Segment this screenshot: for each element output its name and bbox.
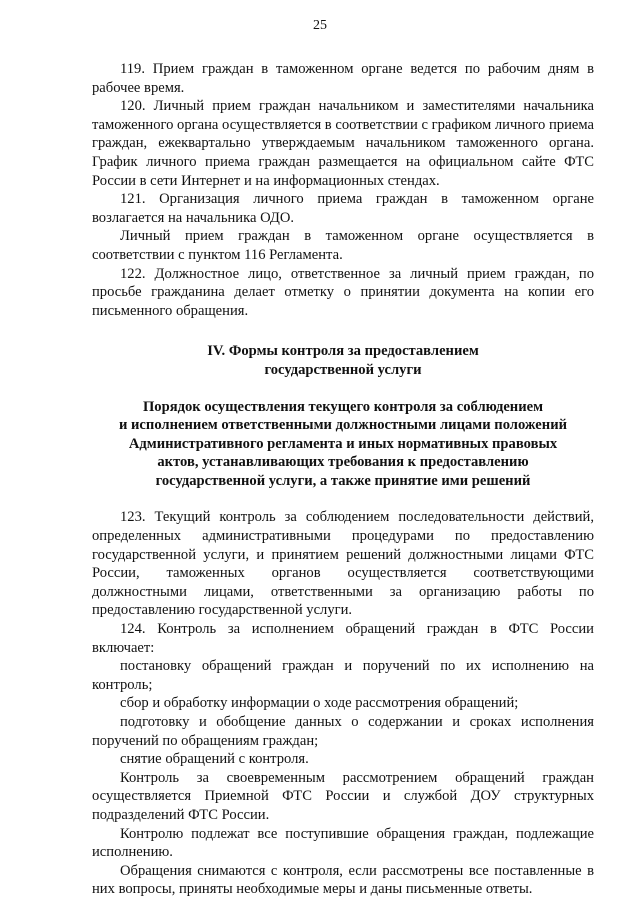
list-item: снятие обращений с контроля. — [120, 751, 309, 768]
subsection-heading — [92, 398, 594, 491]
subsection-heading-line: Административного регламента и иных нормативных правовых — [128, 435, 558, 452]
section-heading-line: IV. Формы контроля за предоставлением — [207, 343, 479, 360]
page-content — [92, 60, 594, 899]
paragraph-124: 124. Контроль за исполнением обращений граждан в ФТС России включает: — [92, 621, 594, 656]
subsection-heading-line: государственной услуги, а также принятие ими решений — [155, 472, 531, 489]
section-heading-line: государственной услуги — [264, 361, 422, 378]
paragraph-removal: Обращения снимаются с контроля, если рассмотрены все поставленные в них вопросы, приняты необходимые меры и даны письменные ответы. — [92, 862, 594, 898]
section-heading — [92, 342, 594, 379]
subsection-heading-line: и исполнением ответственными должностными лицами положений — [118, 417, 568, 434]
subsection-heading-line: Порядок осуществления текущего контроля за соблюдением — [142, 398, 544, 415]
paragraph-control: Контроль за своевременным рассмотрением обращений граждан осуществляется Приемной ФТС России и службой ДОУ структурных подразделений ФТС России. — [92, 769, 594, 823]
paragraph-119: 119. Прием граждан в таможенном органе ведется по рабочим дням в рабочее время. — [92, 61, 594, 96]
paragraph-122: 122. Должностное лицо, ответственное за личный прием граждан, по просьбе гражданина делает отметку о принятии документа на копии его письменного обращения. — [92, 265, 594, 319]
list-item: подготовку и обобщение данных о содержании и сроках исполнения поручений по обращениям граждан; — [92, 714, 594, 749]
list-item: постановку обращений граждан и поручений по их исполнению на контроль; — [92, 658, 594, 693]
paragraph-123: 123. Текущий контроль за соблюдением последовательности действий, определенных административными процедурами по предоставлению государственной услуги, и принятием решений должностными лицами ФТС России, таможенных органов осуществляется соответствующими должностными лицами, ответственными за организацию работы по предоставлению государственной услуги. — [92, 509, 594, 619]
page-number: 25 — [313, 18, 327, 33]
list-item: сбор и обработку информации о ходе рассмотрения обращений; — [120, 695, 519, 712]
subsection-heading-line: актов, устанавливающих требования к предоставлению — [157, 454, 529, 471]
paragraph-control-subject: Контролю подлежат все поступившие обращения граждан, подлежащие исполнению. — [92, 825, 594, 861]
paragraph-120: 120. Личный прием граждан начальником и заместителями начальника таможенного органа осуществляется в соответствии с графиком личного приема граждан, ежеквартально утверждаемым начальником таможенного органа. График личного приема граждан размещается на официальном сайте ФТС России в сети Интернет и на информационных стендах. — [92, 98, 594, 189]
paragraph-121-cont: Личный прием граждан в таможенном органе осуществляется в соответствии с пунктом 116 Регламента. — [92, 228, 594, 263]
paragraph-121: 121. Организация личного приема граждан в таможенном органе возлагается на начальника ОДО. — [92, 191, 594, 226]
